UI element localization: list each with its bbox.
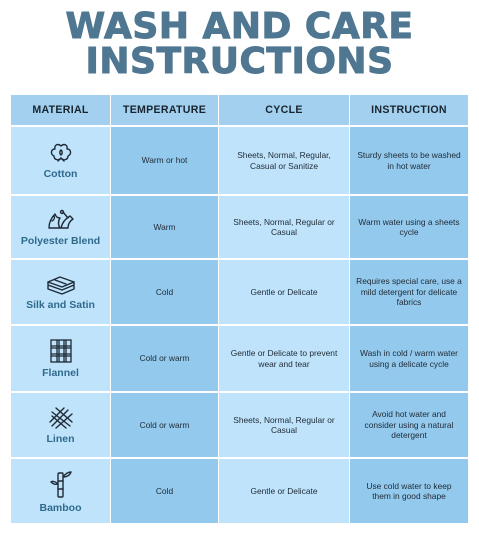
bamboo-icon <box>50 469 72 499</box>
material-label: Silk and Satin <box>26 298 95 311</box>
instruction-cell: Warm water using a sheets cycle <box>350 196 469 260</box>
material-cell-linen <box>11 393 111 459</box>
title-line-1: WASH AND CARE <box>65 6 414 47</box>
temperature-cell: Cold or warm <box>111 393 219 459</box>
cycle-cell: Gentle or Delicate to prevent wear and tear <box>219 326 350 393</box>
temperature-cell: Warm or hot <box>111 127 219 196</box>
instruction-cell: Wash in cold / warm water using a delicate cycle <box>350 326 469 393</box>
header-instruction: INSTRUCTION <box>350 95 469 127</box>
material-cell-silk-and-satin <box>11 260 111 326</box>
material-label: Polyester Blend <box>20 234 101 247</box>
page-title <box>0 0 479 89</box>
header-cycle: CYCLE <box>219 95 350 127</box>
header-temperature: TEMPERATURE <box>111 95 219 127</box>
folded-fabric-icon <box>45 274 77 296</box>
material-cell-bamboo <box>11 459 111 525</box>
cycle-cell: Gentle or Delicate <box>219 459 350 525</box>
material-label: Linen <box>46 432 75 445</box>
cycle-cell: Sheets, Normal, Regular or Casual <box>219 393 350 459</box>
temperature-cell: Cold or warm <box>111 326 219 393</box>
material-cell-cotton <box>11 127 111 196</box>
instruction-cell: Requires special care, use a mild detergent for delicate fabrics <box>350 260 469 326</box>
title-line-2: INSTRUCTIONS <box>85 41 394 82</box>
temperature-cell: Cold <box>111 459 219 525</box>
instruction-cell: Use cold water to keep them in good shape <box>350 459 469 525</box>
cotton-flower-icon <box>48 141 74 165</box>
material-cell-flannel <box>11 326 111 393</box>
cycle-cell: Sheets, Normal, Regular or Casual <box>219 196 350 260</box>
linen-weave-icon <box>48 406 74 430</box>
cycle-cell: Gentle or Delicate <box>219 260 350 326</box>
material-label: Cotton <box>43 168 78 180</box>
plaid-icon <box>49 338 73 364</box>
care-table <box>11 95 469 525</box>
temperature-cell: Cold <box>111 260 219 326</box>
header-material: MATERIAL <box>11 95 111 127</box>
material-cell-polyester-blend <box>11 196 111 260</box>
material-label: Bamboo <box>39 501 82 514</box>
instruction-cell: Sturdy sheets to be washed in hot water <box>350 127 469 196</box>
material-label: Flannel <box>42 367 79 379</box>
instruction-cell: Avoid hot water and consider using a natural detergent <box>350 393 469 459</box>
cycle-cell: Sheets, Normal, Regular, Casual or Sanitize <box>219 127 350 196</box>
temperature-cell: Warm <box>111 196 219 260</box>
polyester-blend-icon <box>46 208 76 232</box>
